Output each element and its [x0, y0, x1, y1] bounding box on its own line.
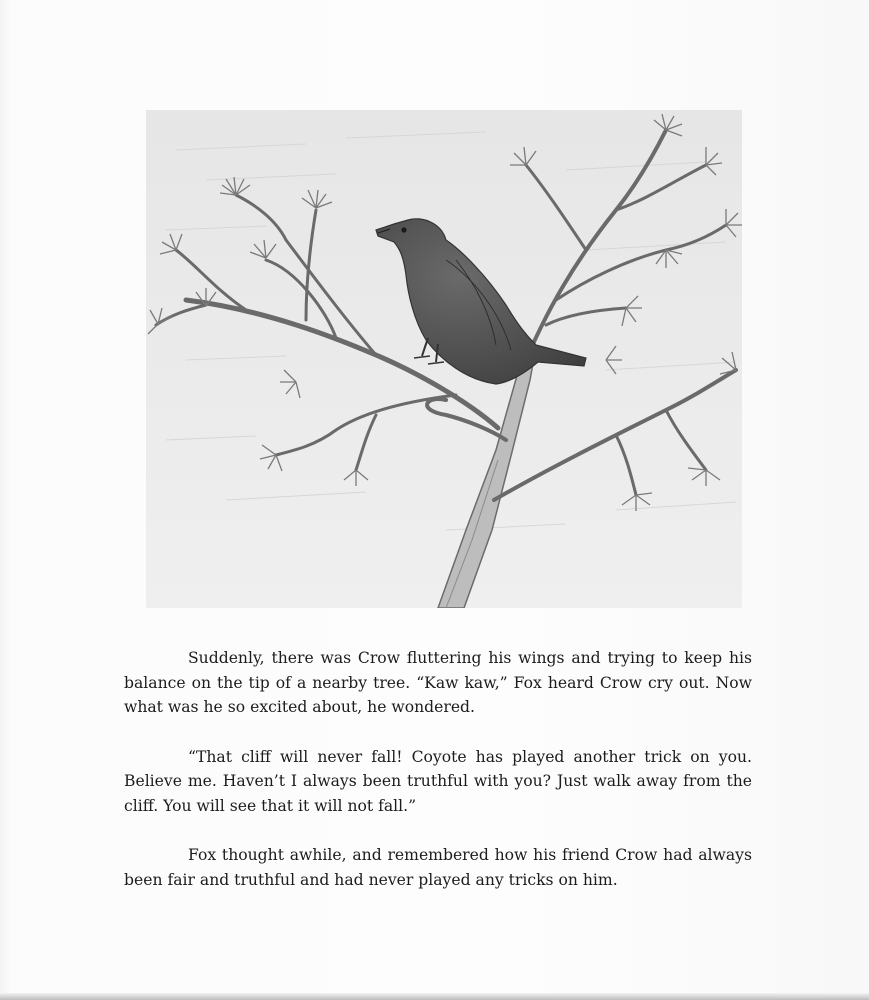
story-paragraph: Suddenly, there was Crow fluttering his wings and trying to keep his balance on the tip of a nearby tree. “Kaw kaw,” Fox heard Crow cry out. Now what was he so excited about, he wondered. — [124, 649, 752, 716]
story-text — [124, 646, 752, 917]
crow-in-tree-illustration — [146, 110, 742, 608]
story-paragraph: Fox thought awhile, and remembered how his friend Crow had always been fair and truthful and had never played any tricks on him. — [124, 846, 752, 889]
story-paragraph: “That cliff will never fall! Coyote has played another trick on you. Believe me. Haven’t I always been truthful with you? Just walk away from the cliff. You will see that it will not fall.” — [124, 747, 752, 815]
crow-sketch — [146, 110, 742, 608]
page-bottom-edge — [0, 993, 869, 1000]
